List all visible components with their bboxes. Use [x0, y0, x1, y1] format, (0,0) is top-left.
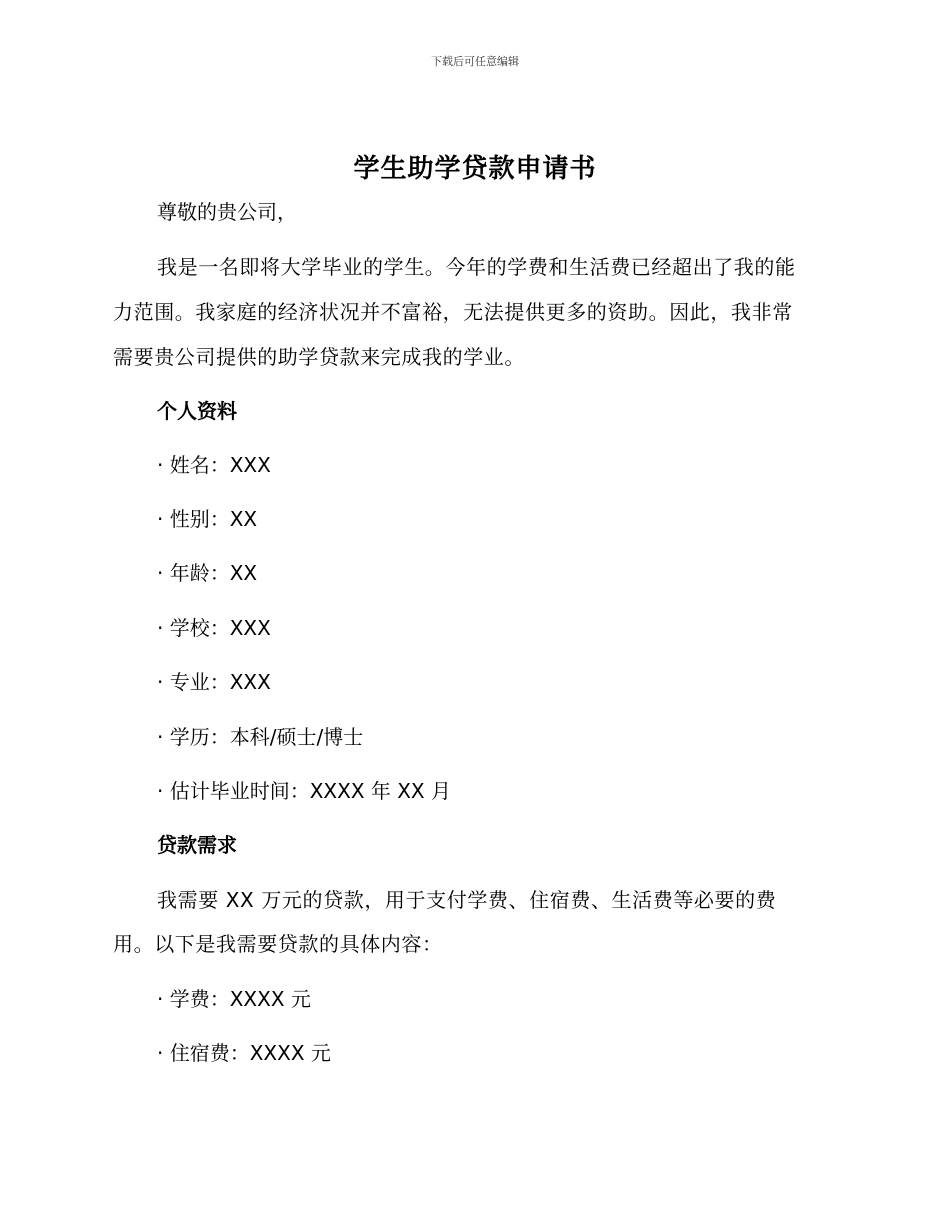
- personal-info-item: · 性别：XX: [157, 507, 258, 531]
- intro-line-1: 我是一名即将大学毕业的学生。今年的学费和生活费已经超出了我的能: [157, 255, 796, 279]
- loan-needs-item: · 学费：XXXX 元: [157, 987, 311, 1011]
- loan-needs-line-2: 用。以下是我需要贷款的具体内容：: [113, 932, 443, 956]
- personal-info-item: · 学历：本科/硕士/博士: [157, 725, 364, 749]
- personal-info-heading: 个人资料: [157, 399, 237, 423]
- personal-info-item: · 专业：XXX: [157, 670, 271, 694]
- document-title: 学生助学贷款申请书: [353, 154, 597, 184]
- loan-needs-line-1: 我需要 XX 万元的贷款，用于支付学费、住宿费、生活费等必要的费: [157, 888, 777, 912]
- personal-info-item: · 学校：XXX: [157, 616, 271, 640]
- loan-needs-item: · 住宿费：XXXX 元: [157, 1041, 331, 1065]
- salutation: 尊敬的贵公司，: [157, 200, 297, 224]
- personal-info-item: · 估计毕业时间：XXXX 年 XX 月: [157, 779, 451, 803]
- personal-info-item: · 姓名：XXX: [157, 453, 271, 477]
- personal-info-item: · 年龄：XX: [157, 561, 258, 585]
- intro-line-3: 需要贵公司提供的助学贷款来完成我的学业。: [113, 345, 525, 369]
- loan-needs-heading: 贷款需求: [157, 833, 237, 857]
- header-note: 下载后可任意编辑: [431, 55, 519, 68]
- intro-line-2: 力范围。我家庭的经济状况并不富裕，无法提供更多的资助。因此，我非常: [113, 300, 793, 324]
